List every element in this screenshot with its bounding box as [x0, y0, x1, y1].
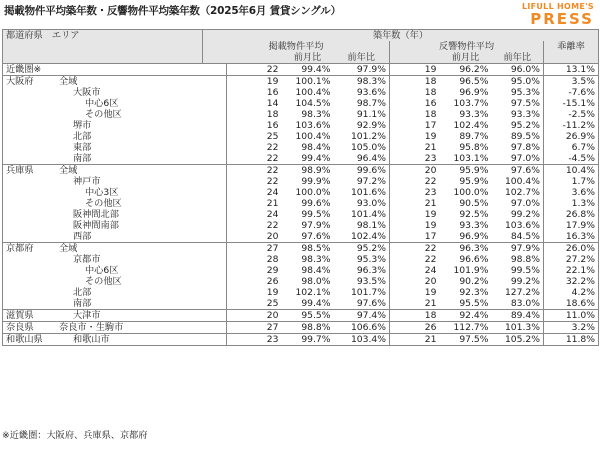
- response-mom-cell: 103.7%: [453, 98, 489, 109]
- area-cell: [3, 76, 227, 88]
- response-yoy-cell: 127.2%: [492, 287, 544, 298]
- area-label: 中心3区: [85, 187, 119, 198]
- listed-avg-cell: 22: [266, 142, 279, 153]
- listed-yoy-cell: 101.2%: [350, 131, 386, 142]
- listed-yoy-cell: 99.6%: [334, 165, 390, 177]
- table-row: [3, 220, 599, 231]
- table-row: [3, 153, 599, 165]
- prefecture-label: 近畿圏※: [6, 64, 42, 75]
- area-cell: [3, 165, 227, 177]
- header-blank: [390, 52, 440, 64]
- deviation-cell: 26.0%: [544, 243, 599, 255]
- response-avg-cell: 24: [390, 265, 440, 276]
- response-yoy-cell: 97.9%: [492, 243, 544, 255]
- listed-yoy-cell: 96.3%: [356, 265, 386, 276]
- response-header: 反響物件平均: [390, 41, 544, 52]
- table-row: [3, 142, 599, 153]
- area-label: 阪神間北部: [73, 209, 119, 220]
- area-cell: [3, 334, 227, 346]
- listed-avg-cell: 26: [266, 276, 279, 287]
- area-header-spacer: [3, 41, 203, 52]
- deviation-cell: 10.4%: [544, 165, 599, 177]
- area-label: 北部: [73, 131, 92, 142]
- response-yoy-cell: 97.8%: [492, 142, 544, 153]
- listed-avg-cell: 19: [227, 76, 282, 88]
- response-mom-cell: 96.2%: [440, 64, 492, 76]
- listed-mom-cell: 98.4%: [301, 265, 331, 276]
- listed-avg-cell: 27: [227, 243, 282, 255]
- deviation-cell: -7.6%: [544, 87, 599, 98]
- area-label: 中心6区: [85, 265, 119, 276]
- response-yoy-cell: 95.2%: [492, 120, 544, 131]
- table-row: [3, 98, 599, 109]
- response-yoy-cell: 103.6%: [492, 220, 544, 231]
- response-yoy-cell: 101.3%: [492, 322, 544, 334]
- area-cell: [3, 265, 227, 276]
- area-header: 都道府県 エリア: [3, 30, 203, 42]
- listed-mom-cell: 100.1%: [282, 76, 334, 88]
- deviation-cell: 6.7%: [544, 142, 599, 153]
- listed-yoy-cell: 97.9%: [334, 64, 390, 76]
- response-mom-cell: 96.6%: [459, 254, 489, 265]
- prefecture-label: 兵庫県: [6, 165, 34, 176]
- response-yoy-cell: 96.0%: [492, 64, 544, 76]
- table-row: [3, 209, 599, 220]
- listed-mom-cell: 104.5%: [295, 98, 331, 109]
- response-avg-cell: 18: [390, 109, 440, 120]
- listed-avg-cell: 22: [227, 64, 282, 76]
- area-cell: [3, 131, 227, 142]
- response-yoy-cell: 98.8%: [492, 254, 544, 265]
- logo-top-text: LIFULL HOME'S: [521, 2, 594, 11]
- response-yoy-cell: 93.3%: [492, 109, 544, 120]
- listed-mom-cell: 102.1%: [295, 287, 331, 298]
- listed-yoy-cell: 98.1%: [356, 220, 386, 231]
- prefecture-label: 奈良県: [6, 322, 34, 333]
- area-cell: [3, 287, 227, 298]
- response-yoy-cell: 99.2%: [492, 209, 544, 220]
- listed-mom-cell: 100.4%: [295, 131, 331, 142]
- listed-avg-cell: 20: [266, 231, 279, 242]
- response-mom-cell: 93.3%: [459, 109, 489, 120]
- area-label: その他区: [85, 198, 122, 209]
- area-cell: [3, 322, 227, 334]
- area-label: 大阪市: [73, 87, 101, 98]
- area-cell: [3, 310, 227, 322]
- response-avg-cell: 19: [390, 287, 440, 298]
- response-avg-cell: 20: [390, 276, 440, 287]
- area-label: 全域: [59, 243, 78, 254]
- response-mom-cell: 90.5%: [459, 198, 489, 209]
- deviation-cell: 17.9%: [544, 220, 599, 231]
- response-avg-cell: 16: [390, 98, 440, 109]
- listed-mom-cell: 99.5%: [301, 209, 331, 220]
- area-cell: [3, 187, 227, 198]
- deviation-cell: 26.9%: [544, 131, 599, 142]
- listed-yoy-cell: 97.4%: [334, 310, 390, 322]
- listed-yoy-cell: 93.6%: [356, 87, 386, 98]
- response-mom-cell: 95.8%: [459, 142, 489, 153]
- deviation-cell: -15.1%: [544, 98, 599, 109]
- deviation-cell: 18.6%: [544, 298, 599, 310]
- listed-mom-cell: 98.3%: [301, 254, 331, 265]
- area-label: 大津市: [73, 310, 101, 321]
- response-avg-cell: 22: [390, 176, 440, 187]
- area-label: 中心6区: [85, 98, 119, 109]
- response-avg-cell: 23: [390, 187, 440, 198]
- area-cell: [3, 87, 227, 98]
- table-row: [3, 176, 599, 187]
- listed-mom-cell: 99.9%: [301, 176, 331, 187]
- table-row: [3, 334, 599, 346]
- listed-mom-cell: 98.8%: [282, 322, 334, 334]
- area-cell: [3, 109, 227, 120]
- listed-avg-cell: 28: [266, 254, 279, 265]
- response-mom-cell: 92.3%: [459, 287, 489, 298]
- area-cell: [3, 198, 227, 209]
- response-mom-cell: 102.4%: [453, 120, 489, 131]
- response-avg-cell: 21: [390, 298, 440, 310]
- prefecture-label: 滋賀県: [6, 310, 34, 321]
- response-mom-cell: 93.3%: [459, 220, 489, 231]
- response-avg-cell: 18: [390, 76, 440, 88]
- header-blank: [203, 52, 227, 64]
- area-label: 堺市: [73, 120, 92, 131]
- deviation-cell: 3.6%: [544, 187, 599, 198]
- listed-yoy-cell: 97.6%: [356, 298, 386, 309]
- response-avg-cell: 21: [390, 142, 440, 153]
- area-cell: [3, 209, 227, 220]
- table-row: [3, 76, 599, 88]
- listed-avg-cell: 24: [266, 187, 279, 198]
- listed-yoy-cell: 101.7%: [350, 287, 386, 298]
- area-cell: [3, 120, 227, 131]
- listed-avg-cell: 16: [266, 87, 279, 98]
- response-yoy-cell: 99.5%: [492, 265, 544, 276]
- listed-mom-cell: 98.5%: [282, 243, 334, 255]
- listed-header: 掲載物件平均: [203, 41, 390, 52]
- listed-avg-cell: 22: [266, 176, 279, 187]
- area-header-spacer: [3, 52, 203, 64]
- response-yoy-cell: 105.2%: [492, 334, 544, 346]
- listed-yoy-cell: 91.1%: [356, 109, 386, 120]
- listed-mom-cell: 97.6%: [301, 231, 331, 242]
- deviation-cell: -11.2%: [544, 120, 599, 131]
- listed-mom-header: 前月比: [282, 52, 334, 64]
- listed-yoy-cell: 95.3%: [356, 254, 386, 265]
- table-row: [3, 310, 599, 322]
- listed-mom-cell: 97.9%: [301, 220, 331, 231]
- listed-mom-cell: 100.4%: [295, 87, 331, 98]
- listed-yoy-cell: 93.5%: [356, 276, 386, 287]
- listed-yoy-cell: 93.0%: [356, 198, 386, 209]
- listed-avg-cell: 25: [266, 298, 279, 309]
- response-yoy-cell: 83.0%: [492, 298, 544, 310]
- area-label: 京都市: [73, 254, 101, 265]
- response-avg-cell: 22: [390, 243, 440, 255]
- response-yoy-cell: 99.2%: [492, 276, 544, 287]
- response-yoy-cell: 100.4%: [492, 176, 544, 187]
- area-cell: [3, 243, 227, 255]
- area-label: 奈良市・生駒市: [59, 322, 124, 333]
- response-mom-cell: 89.7%: [459, 131, 489, 142]
- response-mom-cell: 92.5%: [459, 209, 489, 220]
- deviation-cell: 3.2%: [544, 322, 599, 334]
- listed-yoy-cell: 98.7%: [356, 98, 386, 109]
- deviation-cell: 11.0%: [544, 310, 599, 322]
- listed-mom-cell: 98.4%: [301, 142, 331, 153]
- area-cell: [3, 98, 227, 109]
- listed-mom-cell: 98.0%: [301, 276, 331, 287]
- deviation-cell: 3.5%: [544, 76, 599, 88]
- response-mom-cell: 95.9%: [459, 176, 489, 187]
- response-yoy-cell: 84.5%: [492, 231, 544, 243]
- deviation-header-spacer: [544, 52, 599, 64]
- listed-yoy-cell: 96.4%: [356, 153, 386, 164]
- deviation-cell: 32.2%: [544, 276, 599, 287]
- table-row: [3, 231, 599, 243]
- listed-avg-cell: 22: [266, 220, 279, 231]
- response-yoy-cell: 97.0%: [492, 153, 544, 165]
- listed-yoy-cell: 101.6%: [350, 187, 386, 198]
- response-mom-cell: 96.5%: [440, 76, 492, 88]
- prefecture-label: 京都府: [6, 243, 34, 254]
- response-yoy-cell: 89.4%: [492, 310, 544, 322]
- deviation-cell: 1.7%: [544, 176, 599, 187]
- listed-avg-cell: 16: [266, 120, 279, 131]
- area-cell: [3, 254, 227, 265]
- area-cell: [3, 276, 227, 287]
- listed-yoy-cell: 101.4%: [350, 209, 386, 220]
- listed-avg-cell: 23: [227, 334, 282, 346]
- listed-yoy-cell: 105.0%: [350, 142, 386, 153]
- response-mom-cell: 95.9%: [440, 165, 492, 177]
- brand-logo: [444, 2, 594, 27]
- response-mom-cell: 100.0%: [453, 187, 489, 198]
- response-yoy-header: 前年比: [492, 52, 544, 64]
- listed-mom-cell: 100.0%: [295, 187, 331, 198]
- listed-avg-cell: 18: [266, 109, 279, 120]
- table-row: [3, 276, 599, 287]
- listed-avg-cell: 25: [266, 131, 279, 142]
- response-yoy-cell: 95.0%: [492, 76, 544, 88]
- response-mom-cell: 96.3%: [440, 243, 492, 255]
- header-blank: [227, 52, 282, 64]
- area-label: 東部: [73, 142, 92, 153]
- area-label: 北部: [73, 287, 92, 298]
- listed-mom-cell: 99.7%: [282, 334, 334, 346]
- years-header: 築年数（年）: [203, 30, 599, 42]
- area-label: 南部: [73, 153, 92, 164]
- deviation-cell: 26.8%: [544, 209, 599, 220]
- table-row: [3, 322, 599, 334]
- response-avg-cell: 21: [390, 198, 440, 209]
- response-mom-cell: 97.5%: [440, 334, 492, 346]
- deviation-cell: 27.2%: [544, 254, 599, 265]
- response-avg-cell: 19: [390, 220, 440, 231]
- area-label: 阪神間南部: [73, 220, 119, 231]
- listed-mom-cell: 99.4%: [301, 153, 331, 164]
- table-row: [3, 64, 599, 76]
- response-avg-cell: 26: [390, 322, 440, 334]
- response-mom-cell: 96.9%: [459, 231, 489, 242]
- response-avg-cell: 19: [390, 131, 440, 142]
- response-mom-cell: 96.9%: [459, 87, 489, 98]
- response-avg-cell: 18: [390, 310, 440, 322]
- area-cell: [3, 142, 227, 153]
- table-row: [3, 131, 599, 142]
- table-row: [3, 120, 599, 131]
- area-label: 神戸市: [73, 176, 101, 187]
- prefecture-label: 和歌山県: [6, 334, 43, 345]
- deviation-header: 乖離率: [544, 41, 599, 52]
- listed-mom-cell: 95.5%: [282, 310, 334, 322]
- area-label: その他区: [85, 109, 122, 120]
- response-yoy-cell: 97.5%: [492, 98, 544, 109]
- listed-mom-cell: 103.6%: [295, 120, 331, 131]
- response-yoy-cell: 95.3%: [492, 87, 544, 98]
- deviation-cell: 16.3%: [544, 231, 599, 243]
- area-cell: [3, 220, 227, 231]
- area-cell: [3, 176, 227, 187]
- area-label: 全域: [59, 165, 78, 176]
- listed-avg-cell: 19: [266, 287, 279, 298]
- response-mom-cell: 90.2%: [459, 276, 489, 287]
- response-yoy-cell: 102.7%: [492, 187, 544, 198]
- response-mom-header: 前月比: [440, 52, 492, 64]
- listed-yoy-cell: 92.9%: [356, 120, 386, 131]
- response-mom-cell: 92.4%: [440, 310, 492, 322]
- response-mom-cell: 103.1%: [453, 153, 489, 164]
- listed-yoy-cell: 95.2%: [334, 243, 390, 255]
- response-yoy-cell: 97.6%: [492, 165, 544, 177]
- listed-mom-cell: 98.3%: [301, 109, 331, 120]
- response-yoy-cell: 97.0%: [492, 198, 544, 209]
- table-row: [3, 254, 599, 265]
- table-row: [3, 187, 599, 198]
- listed-avg-cell: 24: [266, 209, 279, 220]
- listed-avg-cell: 22: [227, 165, 282, 177]
- deviation-cell: 1.3%: [544, 198, 599, 209]
- deviation-cell: -4.5%: [544, 153, 599, 165]
- prefecture-label: 大阪府: [6, 76, 34, 87]
- table-body: [3, 64, 599, 346]
- listed-mom-cell: 98.9%: [282, 165, 334, 177]
- listed-mom-cell: 99.4%: [282, 64, 334, 76]
- response-avg-cell: 22: [390, 254, 440, 265]
- table-row: [3, 265, 599, 276]
- area-label: 西部: [73, 231, 92, 242]
- table-row: [3, 109, 599, 120]
- listed-avg-cell: 29: [266, 265, 279, 276]
- response-avg-cell: 20: [390, 165, 440, 177]
- building-age-table: [2, 29, 599, 346]
- listed-yoy-cell: 106.6%: [334, 322, 390, 334]
- table-row: [3, 243, 599, 255]
- table-row: [3, 298, 599, 310]
- deviation-cell: 13.1%: [544, 64, 599, 76]
- response-avg-cell: 18: [390, 87, 440, 98]
- listed-avg-cell: 20: [227, 310, 282, 322]
- deviation-cell: 11.8%: [544, 334, 599, 346]
- response-avg-cell: 17: [390, 120, 440, 131]
- area-cell: [3, 298, 227, 310]
- response-avg-cell: 19: [390, 64, 440, 76]
- response-avg-cell: 23: [390, 153, 440, 165]
- deviation-cell: 22.1%: [544, 265, 599, 276]
- area-cell: [3, 231, 227, 243]
- response-yoy-cell: 89.5%: [492, 131, 544, 142]
- listed-yoy-cell: 98.3%: [334, 76, 390, 88]
- listed-yoy-cell: 97.2%: [356, 176, 386, 187]
- listed-yoy-cell: 103.4%: [334, 334, 390, 346]
- listed-avg-cell: 22: [266, 153, 279, 164]
- footnote: ※近畿圏：大阪府、兵庫県、京都府: [2, 430, 148, 441]
- response-avg-cell: 21: [390, 334, 440, 346]
- listed-avg-cell: 21: [266, 198, 279, 209]
- deviation-cell: -2.5%: [544, 109, 599, 120]
- page-title: 掲載物件平均築年数・反響物件平均築年数（2025年6月 賃貸シングル）: [4, 5, 341, 17]
- area-label: 南部: [73, 298, 92, 309]
- area-label: 和歌山市: [73, 334, 110, 345]
- listed-yoy-cell: 102.4%: [350, 231, 386, 242]
- response-avg-cell: 17: [390, 231, 440, 243]
- area-label: 全域: [59, 76, 78, 87]
- deviation-cell: 4.2%: [544, 287, 599, 298]
- area-cell: [3, 64, 227, 76]
- listed-yoy-header: 前年比: [334, 52, 390, 64]
- response-avg-cell: 19: [390, 209, 440, 220]
- response-mom-cell: 95.5%: [459, 298, 489, 309]
- table-row: [3, 198, 599, 209]
- area-cell: [3, 153, 227, 165]
- response-mom-cell: 112.7%: [440, 322, 492, 334]
- table-row: [3, 287, 599, 298]
- listed-avg-cell: 27: [227, 322, 282, 334]
- table-row: [3, 165, 599, 177]
- area-label: その他区: [85, 276, 122, 287]
- listed-mom-cell: 99.4%: [301, 298, 331, 309]
- response-mom-cell: 101.9%: [453, 265, 489, 276]
- logo-bottom-text: PRESS: [530, 10, 594, 28]
- table-row: [3, 87, 599, 98]
- listed-avg-cell: 14: [266, 98, 279, 109]
- listed-mom-cell: 99.6%: [301, 198, 331, 209]
